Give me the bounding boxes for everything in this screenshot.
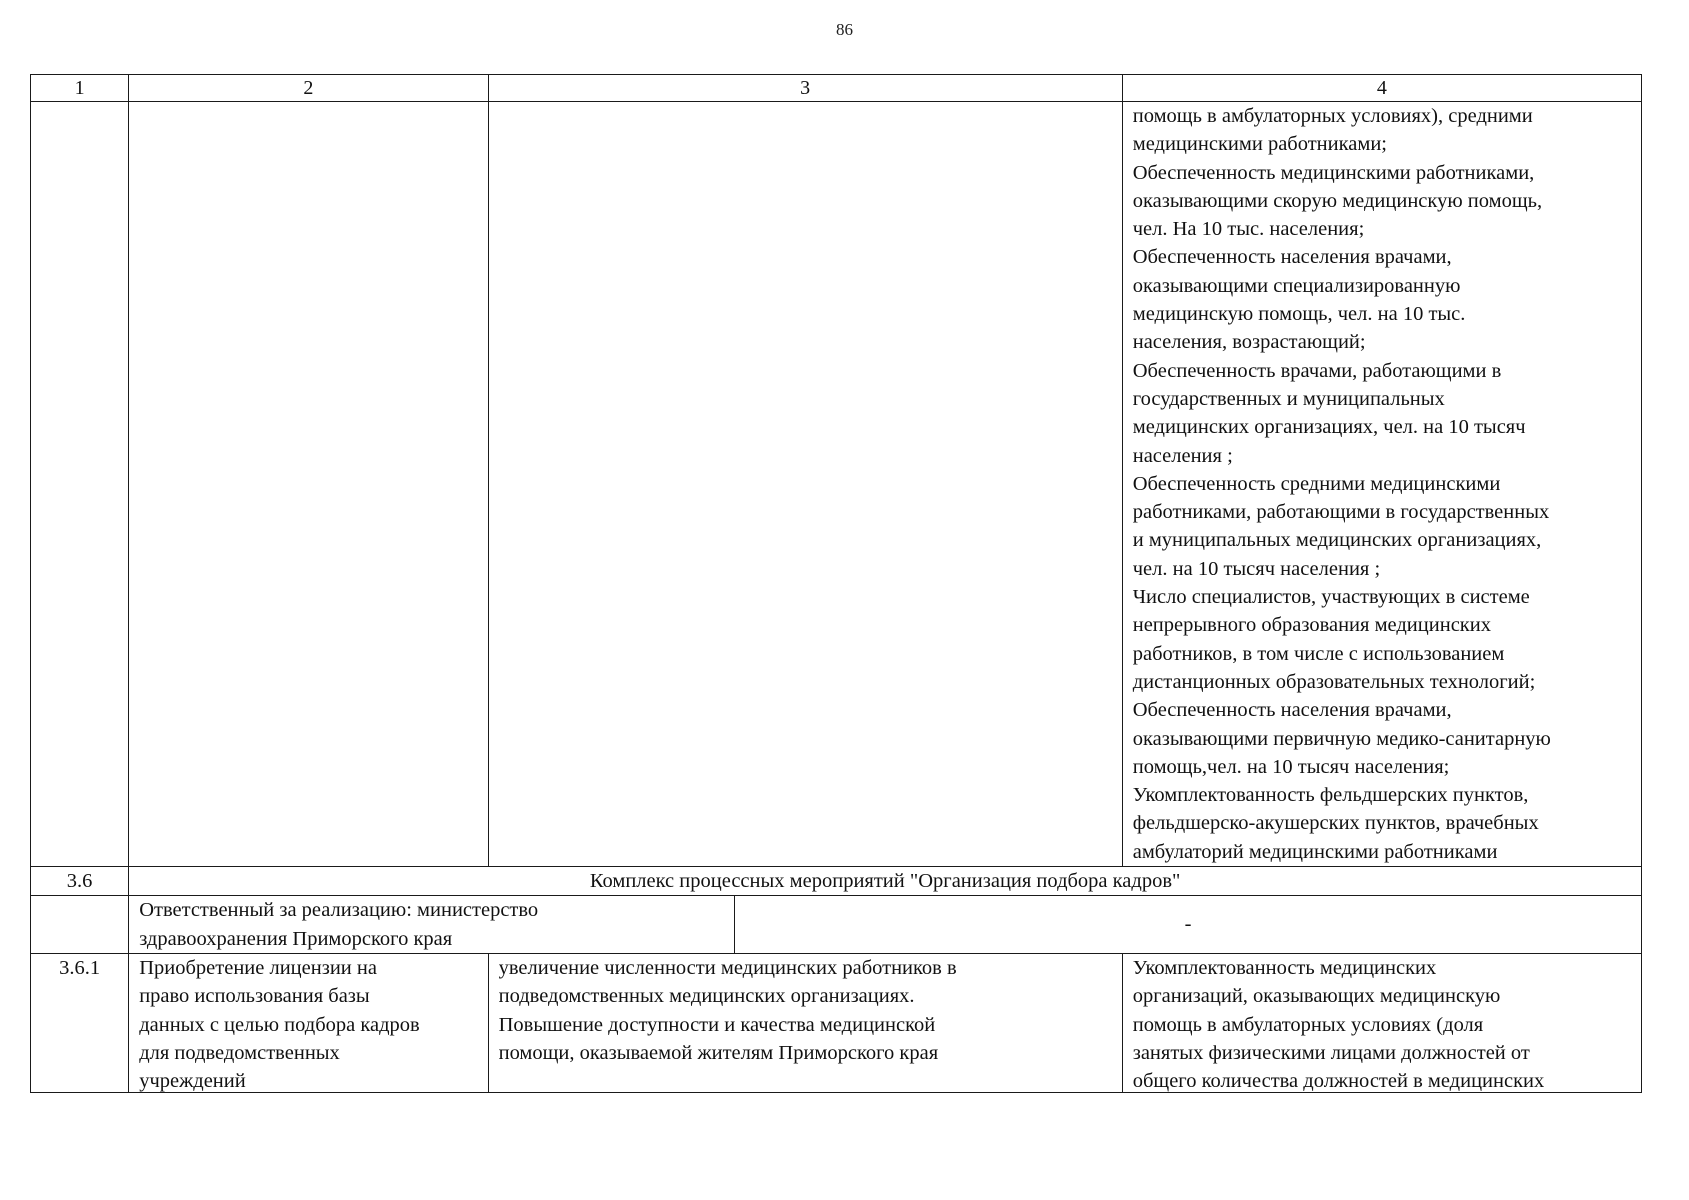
section-title: Комплекс процессных мероприятий "Организация подбора кадров"	[129, 867, 1642, 896]
responsible-value: -	[735, 896, 1642, 954]
item-title-line: для подведомственных	[139, 1041, 340, 1064]
indicator-line: Обеспеченность средними медицинскими	[1132, 472, 1501, 495]
item-title-line: данных с целью подбора кадров	[139, 1013, 420, 1036]
indicator-line: и муниципальных медицинских организациях,	[1132, 529, 1542, 552]
indicator-line: населения, возрастающий;	[1132, 331, 1366, 354]
indicator-line: чел. На 10 тыс. населения;	[1132, 218, 1365, 241]
item-title-line: Приобретение лицензии на	[139, 956, 377, 979]
indicator-line: чел. на 10 тысяч населения ;	[1132, 557, 1381, 580]
indicator-line: оказывающими специализированную	[1132, 274, 1461, 297]
continuation-row	[31, 102, 1642, 867]
indicator-line: медицинских организациях, чел. на 10 тысяч	[1132, 416, 1526, 439]
section-number: 3.6	[31, 867, 129, 896]
responsible-row	[31, 896, 1642, 954]
indicator-line: оказывающими первичную медико-санитарную	[1132, 727, 1551, 750]
indicator-line: населения ;	[1132, 444, 1233, 467]
continuation-col-3	[488, 102, 1122, 867]
program-table	[30, 74, 1642, 1093]
item-row	[31, 953, 1642, 1092]
page-number: 86	[836, 20, 853, 39]
item-result-line: помощи, оказываемой жителям Приморского края	[498, 1041, 939, 1064]
indicator-line: дистанционных образовательных технологий;	[1132, 670, 1536, 693]
item-indicator-line: занятых физическими лицами должностей от	[1132, 1041, 1530, 1064]
header-col-3: 3	[488, 75, 1122, 102]
indicator-line: непрерывного образования медицинских	[1132, 614, 1491, 637]
header-col-4: 4	[1122, 75, 1641, 102]
section-row	[31, 867, 1642, 896]
continuation-indicators	[1122, 102, 1641, 867]
item-result	[488, 953, 1122, 1092]
indicator-line: Число специалистов, участвующих в системе	[1132, 586, 1530, 609]
header-col-2: 2	[129, 75, 488, 102]
item-indicator-line: общего количества должностей в медицинских	[1132, 1070, 1545, 1092]
responsible-line: Ответственный за реализацию: министерство	[139, 899, 539, 922]
header-row	[31, 75, 1642, 102]
item-result-lines	[499, 954, 1112, 1092]
responsible-number	[31, 896, 129, 954]
indicator-line: Обеспеченность населения врачами,	[1132, 246, 1452, 269]
item-title	[129, 953, 488, 1092]
indicator-line: Обеспеченность населения врачами,	[1132, 699, 1452, 722]
indicator-line: Обеспеченность медицинскими работниками,	[1132, 161, 1535, 184]
item-number: 3.6.1	[31, 953, 129, 1092]
indicator-line: амбулаторий медицинскими работниками	[1132, 840, 1498, 863]
continuation-col-1	[31, 102, 129, 867]
item-result-line: подведомственных медицинских организациях.	[498, 985, 915, 1008]
item-indicator-lines	[1133, 954, 1631, 1092]
indicator-line: помощь в амбулаторных условиях), средними	[1132, 105, 1533, 127]
indicator-line: оказывающими скорую медицинскую помощь,	[1132, 189, 1543, 212]
indicator-line: медицинскими работниками;	[1132, 133, 1387, 156]
responsible-label	[129, 896, 735, 954]
item-indicator-line: Укомплектованность медицинских	[1132, 956, 1437, 979]
indicator-line: работниками, работающими в государственных	[1132, 501, 1550, 524]
indicator-line: работников, в том числе с использованием	[1132, 642, 1505, 665]
indicator-line: фельдшерско-акушерских пунктов, врачебных	[1132, 812, 1539, 835]
item-indicator	[1122, 953, 1641, 1092]
item-result-line: Повышение доступности и качества медицинской	[498, 1013, 936, 1036]
responsible-line: здравоохранения Приморского края	[139, 927, 453, 950]
indicator-line: помощь,чел. на 10 тысяч населения;	[1132, 755, 1450, 778]
item-title-line: право использования базы	[139, 985, 370, 1008]
indicator-line: Укомплектованность фельдшерских пунктов,	[1132, 784, 1529, 807]
indicator-line: медицинскую помощь, чел. на 10 тыс.	[1132, 303, 1466, 326]
item-indicator-line: организаций, оказывающих медицинскую	[1132, 985, 1501, 1008]
continuation-col-2	[129, 102, 488, 867]
item-title-line: учреждений	[139, 1070, 246, 1092]
item-indicator-line: помощь в амбулаторных условиях (доля	[1132, 1013, 1484, 1036]
item-title-lines	[139, 954, 477, 1092]
indicator-line: Обеспеченность врачами, работающими в	[1132, 359, 1502, 382]
header-col-1: 1	[31, 75, 129, 102]
indicator-line: государственных и муниципальных	[1132, 387, 1445, 410]
item-result-line: увеличение численности медицинских работников в	[498, 956, 957, 979]
